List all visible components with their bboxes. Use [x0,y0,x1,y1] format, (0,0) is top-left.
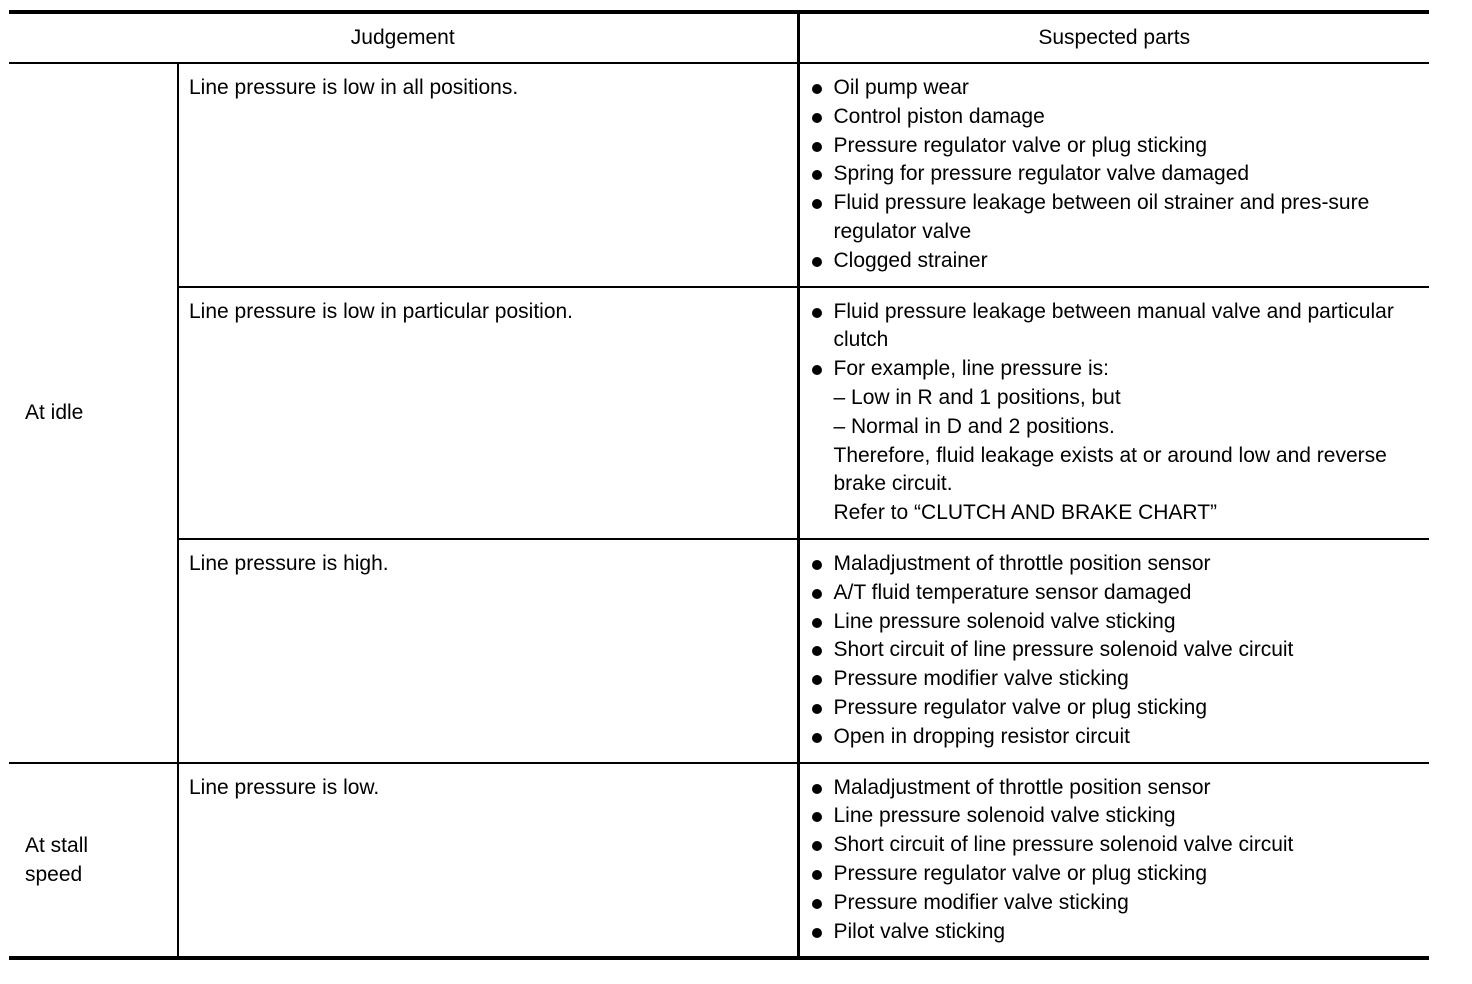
table-row [9,287,1429,539]
bullet-icon [812,84,822,94]
bullet-icon [812,704,822,714]
bullet-icon [812,899,822,909]
bullet-icon [812,142,822,152]
list-item: Fluid pressure leakage between oil strainer and pres-sure regulator valve [810,189,1414,247]
condition-label: speed [25,862,83,886]
bullet-icon [812,618,822,628]
parts-cell [798,63,1429,287]
list-item: Line pressure solenoid valve sticking [810,802,1414,831]
list-item: Pressure regulator valve or plug sticking [810,860,1414,889]
list-item: Clogged strainer [810,247,1414,276]
list-item: A/T fluid temperature sensor damaged [810,579,1414,608]
list-item: Control piston damage [810,103,1414,132]
bullet-icon [812,784,822,794]
header-judgement: Judgement [9,12,798,63]
bullet-icon [812,675,822,685]
bullet-icon [812,841,822,851]
condition-label: At idle [25,401,84,425]
detail-line: – Low in R and 1 positions, but [833,385,1121,409]
list-item: For example, line pressure is: – Low in R and 1 positions, but – Normal in D and 2 positions. Therefore, fluid leakage exists at or around low and reverse brake circuit. Refer to “CLUTCH AND BRAKE CHART” [810,355,1414,528]
condition-label: At stall [25,833,89,857]
parts-cell [798,287,1429,539]
list-item: Fluid pressure leakage between manual valve and particular clutch [810,298,1414,356]
list-item: Pilot valve sticking [810,918,1414,947]
condition-at-idle [9,63,178,763]
bullet-icon [812,170,822,180]
parts-list [810,74,1414,276]
list-item: Open in dropping resistor circuit [810,723,1414,752]
parts-list [810,774,1414,947]
bullet-icon [812,646,822,656]
list-item: Pressure modifier valve sticking [810,889,1414,918]
judgement-cell: Line pressure is high. [178,539,798,763]
bullet-icon [812,870,822,880]
list-item: Short circuit of line pressure solenoid valve circuit [810,636,1414,665]
parts-list [810,298,1414,528]
bullet-icon [812,365,822,375]
list-item: Short circuit of line pressure solenoid valve circuit [810,831,1414,860]
list-item: Oil pump wear [810,74,1414,103]
judgement-cell: Line pressure is low. [178,763,798,959]
bullet-icon [812,257,822,267]
list-item: Spring for pressure regulator valve damaged [810,160,1414,189]
bullet-icon [812,589,822,599]
line-pressure-judgement-table [9,10,1429,960]
judgement-cell: Line pressure is low in particular position. [178,287,798,539]
bullet-icon [812,928,822,938]
detail-line: Therefore, fluid leakage exists at or around low and reverse brake circuit. [833,443,1387,496]
parts-cell [798,539,1429,763]
table-row [9,539,1429,763]
detail-line: Refer to “CLUTCH AND BRAKE CHART” [833,501,1218,525]
list-item: Maladjustment of throttle position sensor [810,550,1414,579]
bullet-icon [812,812,822,822]
bullet-icon [812,199,822,209]
table-row [9,63,1429,287]
header-row [9,12,1429,63]
parts-list [810,550,1414,752]
list-item: Maladjustment of throttle position sensor [810,774,1414,803]
list-item: Pressure regulator valve or plug sticking [810,694,1414,723]
list-item: Pressure modifier valve sticking [810,665,1414,694]
judgement-cell: Line pressure is low in all positions. [178,63,798,287]
table-row [9,763,1429,959]
bullet-icon [812,308,822,318]
bullet-icon [812,733,822,743]
parts-cell [798,763,1429,959]
bullet-icon [812,113,822,123]
bullet-icon [812,560,822,570]
list-item: Pressure regulator valve or plug sticking [810,132,1414,161]
list-item: Line pressure solenoid valve sticking [810,608,1414,637]
header-suspected-parts: Suspected parts [798,12,1429,63]
condition-at-stall-speed [9,763,178,959]
detail-line: – Normal in D and 2 positions. [833,414,1115,438]
